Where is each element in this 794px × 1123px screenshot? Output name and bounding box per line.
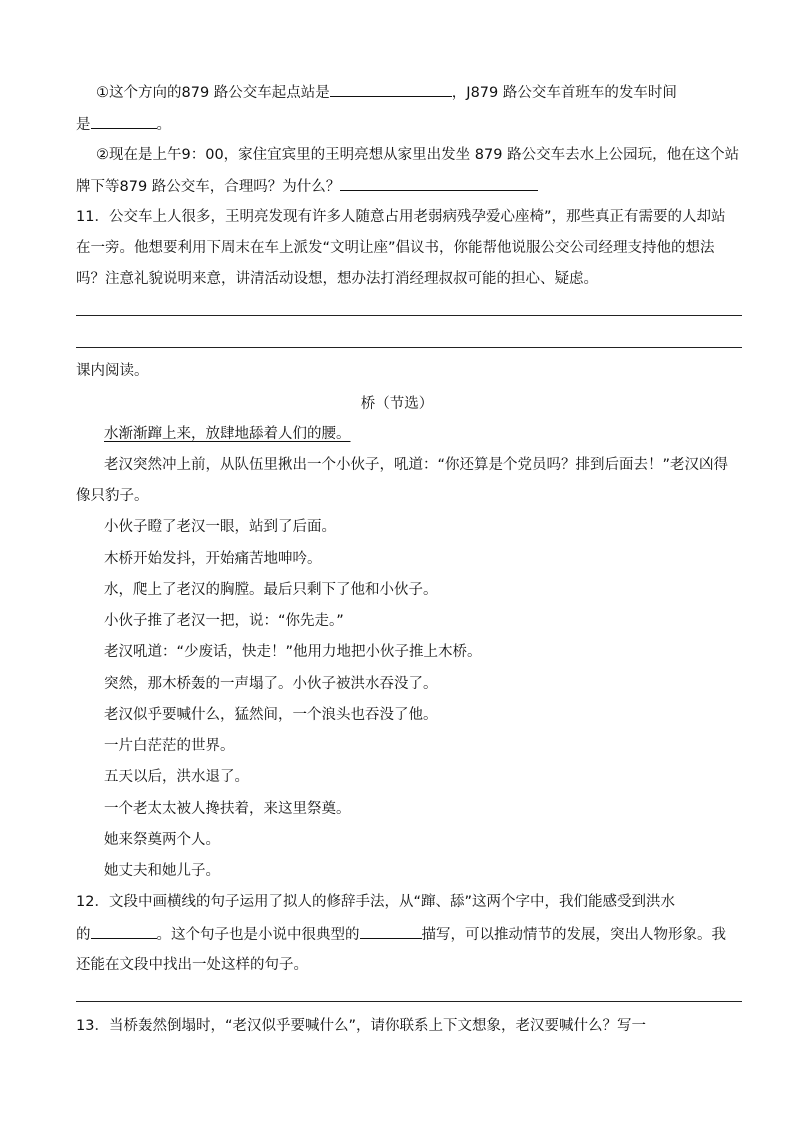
q11-line1: 11．公交车上人很多，王明亮发现有许多人随意占用老弱病残孕爱心座椅”，那些真正有需要的人却站 xyxy=(76,209,726,225)
passage-title: 桥（节选） xyxy=(360,396,434,412)
passage-p5: 小伙子推了老汉一把，说：“你先走。” xyxy=(104,613,344,629)
passage-p13: 她丈夫和她儿子。 xyxy=(104,863,220,879)
underlined-sentence: 水渐渐蹿上来，放肆地舔着人们的腰。 xyxy=(104,426,351,442)
q10-sub1-text2: ，J879 路公交车首班车的发车时间 xyxy=(451,85,677,101)
q10-sub1-line2 xyxy=(76,114,171,135)
q12-line3: 还能在文段中找出一处这样的句子。 xyxy=(76,957,308,973)
passage-p12: 她来祭奠两个人。 xyxy=(104,832,220,848)
passage-p4: 水，爬上了老汉的胸膛。最后只剩下了他和小伙子。 xyxy=(104,582,438,598)
q10-sub1-text: ①这个方向的879 路公交车起点站是 xyxy=(96,85,330,101)
q10-sub2-text: 牌下等879 路公交车，合理吗？为什么？ xyxy=(76,179,341,195)
q12-text-b: 。这个句子也是小说中很典型的 xyxy=(156,927,360,943)
q10-sub1-end: 。 xyxy=(156,117,171,133)
passage-p1-line2: 像只豹子。 xyxy=(76,488,149,504)
answer-blank[interactable] xyxy=(91,924,157,939)
passage-p2: 小伙子瞪了老汉一眼，站到了后面。 xyxy=(104,519,336,535)
answer-blank[interactable] xyxy=(91,114,157,129)
answer-blank[interactable] xyxy=(340,176,538,191)
q12-line1: 12．文段中画横线的句子运用了拟人的修辞手法，从“蹿、舔”这两个字中，我们能感受到洪水 xyxy=(76,894,675,910)
passage-p6: 老汉吼道：“少废话，快走！”他用力地把小伙子推上木桥。 xyxy=(104,644,482,660)
passage-p3: 木桥开始发抖，开始痛苦地呻吟。 xyxy=(104,551,322,567)
passage-p11: 一个老太太被人搀扶着，来这里祭奠。 xyxy=(104,801,351,817)
q10-sub2-line1: ②现在是上午9：00，家住宜宾里的王明亮想从家里出发坐 879 路公交车去水上公园玩，他在这个站 xyxy=(96,147,740,163)
q10-sub1-text3: 是 xyxy=(76,117,91,133)
q12-text-a: 的 xyxy=(76,927,91,943)
passage-p10: 五天以后，洪水退了。 xyxy=(104,769,249,785)
q11-line2: 在一旁。他想要利用下周末在车上派发“文明让座”倡议书，你能帮他说服公交公司经理支持他的想法 xyxy=(76,240,715,256)
answer-line[interactable] xyxy=(76,347,742,348)
passage-p7: 突然，那木桥轰的一声塌了。小伙子被洪水吞没了。 xyxy=(104,676,438,692)
answer-blank[interactable] xyxy=(360,924,422,939)
q10-sub2-line2 xyxy=(76,176,538,197)
passage-p9: 一片白茫茫的世界。 xyxy=(104,738,235,754)
passage-p1-line1: 老汉突然冲上前，从队伍里揪出一个小伙子，吼道：“你还算是个党员吗？排到后面去！”老汉凶得 xyxy=(104,457,729,473)
q13-line1: 13．当桥轰然倒塌时，“老汉似乎要喊什么”，请你联系上下文想象，老汉要喊什么？写一 xyxy=(76,1018,646,1034)
answer-blank[interactable] xyxy=(330,82,452,97)
passage-p8: 老汉似乎要喊什么，猛然间，一个浪头也吞没了他。 xyxy=(104,707,438,723)
q11-line3: 吗？注意礼貌说明来意，讲清活动设想，想办法打消经理叔叔可能的担心、疑虑。 xyxy=(76,271,598,287)
q12-text-c: 描写，可以推动情节的发展，突出人物形象。我 xyxy=(421,927,726,943)
q12-line2 xyxy=(76,924,726,945)
q10-sub1-line1 xyxy=(96,82,677,103)
answer-line[interactable] xyxy=(76,315,742,316)
answer-line[interactable] xyxy=(76,1001,742,1002)
reading-intro: 课内阅读。 xyxy=(76,363,149,379)
